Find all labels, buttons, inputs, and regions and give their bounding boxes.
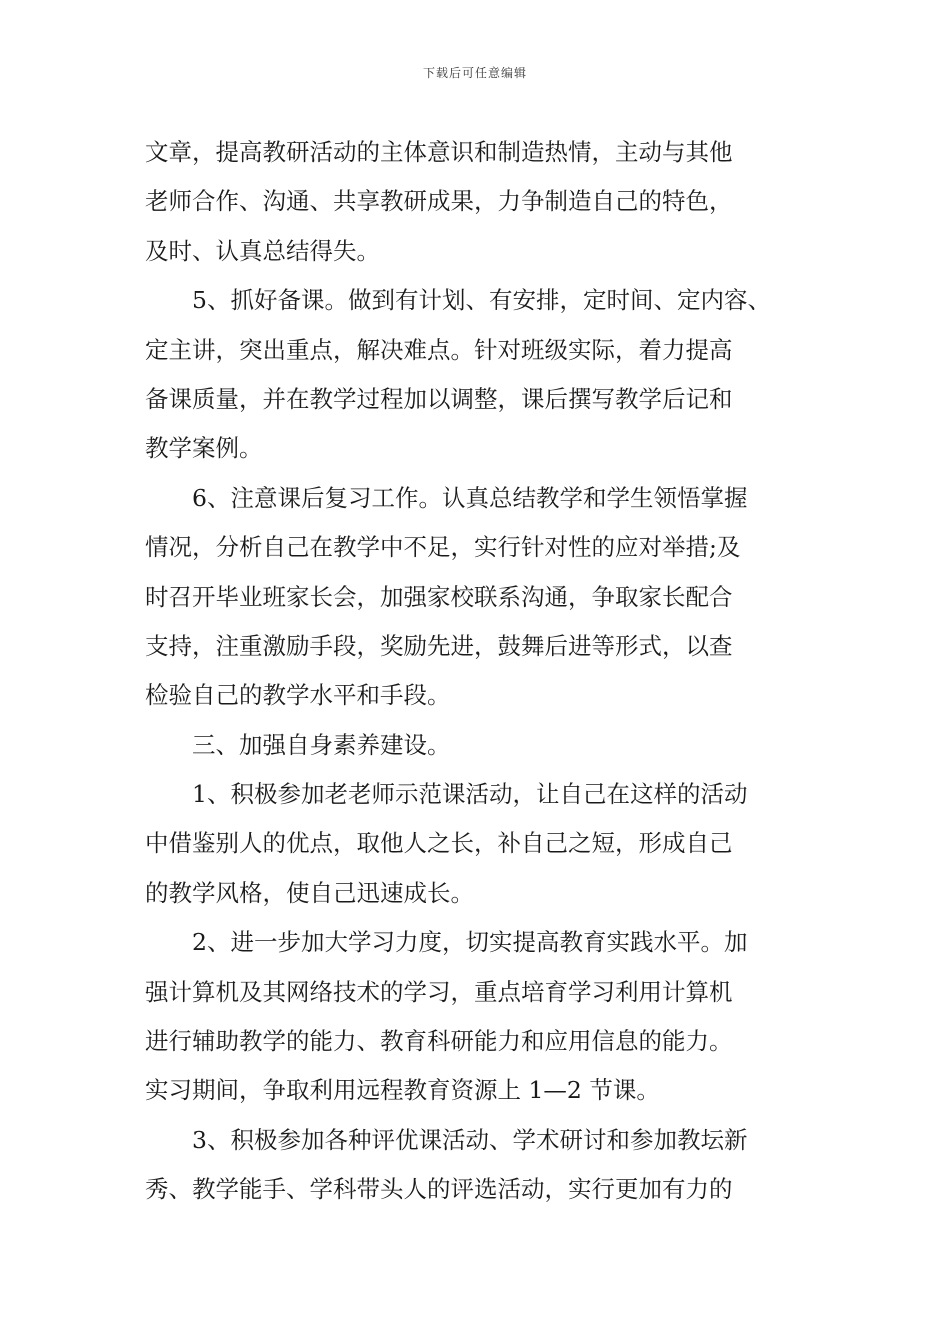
page-header: 下载后可任意编辑 [422,66,527,80]
text-line: 1、积极参加老老师示范课活动，让自己在这样的活动 [145,780,748,809]
text-line: 的教学风格，使自己迅速成长。 [145,878,474,907]
text-line: 支持，注重激励手段，奖励先进，鼓舞后进等形式，以查 [145,631,733,660]
text-line: 2、进一步加大学习力度，切实提高教育实践水平。加 [145,928,748,957]
text-line: 备课质量，并在教学过程加以调整，课后撰写教学后记和 [145,384,733,413]
text-line: 5、抓好备课。做到有计划、有安排，定时间、定内容、 [145,286,771,315]
text-line: 强计算机及其网络技术的学习，重点培育学习利用计算机 [145,977,733,1006]
text-line: 3、积极参加各种评优课活动、学术研讨和参加教坛新 [145,1125,748,1154]
text-line: 及时、认真总结得失。 [145,236,380,265]
text-line: 定主讲，突出重点，解决难点。针对班级实际，着力提高 [145,335,733,364]
text-line: 检验自己的教学水平和手段。 [145,681,451,710]
text-line: 进行辅助教学的能力、教育科研能力和应用信息的能力。 [145,1027,733,1056]
section-heading: 三、加强自身素养建设。 [145,730,451,759]
text-line: 文章，提高教研活动的主体意识和制造热情，主动与其他 [145,138,733,166]
text-line: 6、注意课后复习工作。认真总结教学和学生领悟掌握 [145,483,748,512]
text-line: 老师合作、沟通、共享教研成果，力争制造自己的特色， [145,187,733,216]
text-line: 实习期间，争取利用远程教育资源上 1—2 节课。 [145,1076,660,1105]
text-line: 中借鉴别人的优点，取他人之长，补自己之短，形成自己 [145,829,733,858]
text-line: 教学案例。 [145,434,263,463]
text-line: 时召开毕业班家长会，加强家校联系沟通，争取家长配合 [145,582,733,611]
text-line: 秀、教学能手、学科带头人的评选活动，实行更加有力的 [145,1175,733,1204]
document-body [145,128,825,1215]
text-line: 情况，分析自己在教学中不足，实行针对性的应对举措;及 [145,533,741,562]
